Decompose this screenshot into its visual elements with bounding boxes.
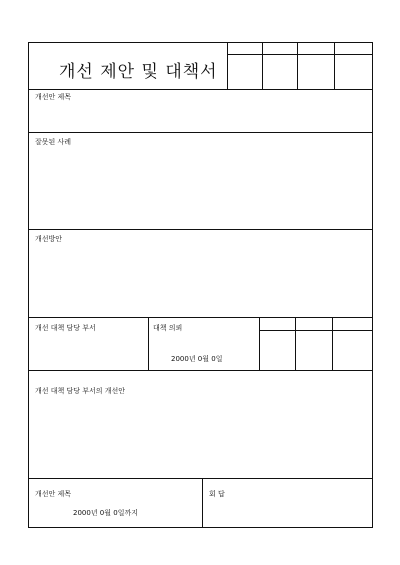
improvement-proposal-form <box>28 42 373 528</box>
improvement-plan-label: 개선방안 <box>35 235 63 243</box>
wrong-case-label: 잘못된 사례 <box>35 138 72 146</box>
request-approval-col-3 <box>332 317 333 370</box>
approval-header-line <box>227 54 373 55</box>
reply-label: 회 답 <box>209 490 225 498</box>
dept-label: 개선 대책 담당 부서 <box>35 324 96 332</box>
deadline-date: 2000년 0월 0일까지 <box>73 509 138 517</box>
dept-opinion-bottom-line <box>29 478 373 479</box>
approval-col-4 <box>334 43 335 89</box>
proposal-title-label: 개선안 제목 <box>35 93 72 101</box>
form-title: 개선 제안 및 대책서 <box>59 62 218 82</box>
dept-opinion-label: 개선 대책 담당 부서의 개선안 <box>35 387 126 395</box>
wrong-case-bottom-line <box>29 229 373 230</box>
approval-col-3 <box>297 43 298 89</box>
bottom-title-label: 개선안 제목 <box>35 490 72 498</box>
approval-divider <box>227 43 228 89</box>
request-label: 대책 의뢰 <box>153 324 183 332</box>
request-date: 2000년 0월 0일 <box>171 355 223 363</box>
dept-row-bottom-line <box>29 370 373 371</box>
request-approval-col-2 <box>295 317 296 370</box>
proposal-title-bottom-line <box>29 132 373 133</box>
reply-divider <box>202 478 203 528</box>
request-approval-header-line <box>259 330 373 331</box>
approval-col-2 <box>262 43 263 89</box>
request-approval-divider <box>259 317 260 370</box>
dept-request-divider <box>148 317 149 370</box>
header-bottom-line <box>29 89 373 90</box>
plan-bottom-line <box>29 317 373 318</box>
